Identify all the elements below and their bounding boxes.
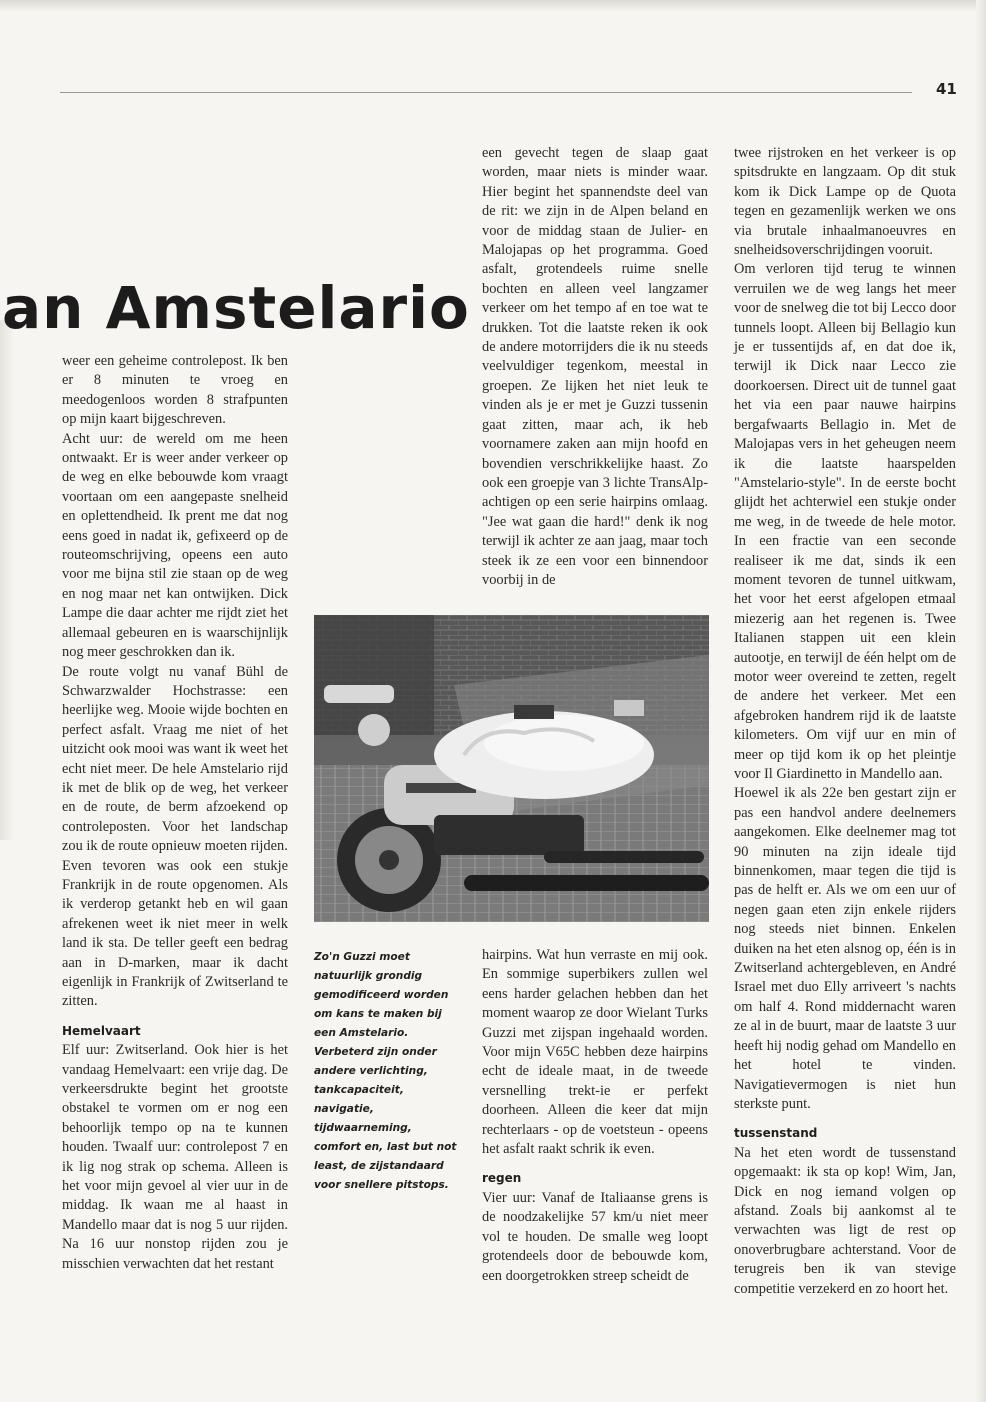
motorcycle-photo xyxy=(314,615,709,922)
col1-paragraph-2: Acht uur: de wereld om me heen ontwaakt. Er is weer ander verkeer op de weg en elke bebouwde kom vraagt voortaan om een aangepaste snelheid en oplettendheid. Ik prent me dat nog eens goed in nadat ik, gefixeerd op de routeomschrijving, opeens een auto voor me bijna stil zie staan op de weg en nog maar net kan ontwijken. Dick Lampe die daar achter me rijdt ziet het allemaal gebeuren en is waarschijnlijk nog meer geschrokken dan ik. xyxy=(62,430,288,661)
section-heading-hemelvaart: Hemelvaart xyxy=(62,1023,141,1038)
col4-paragraph-3: Hoewel ik als 22e ben gestart zijn er pas een handvol andere deelnemers aangekomen. Elke deelnemer mag tot 90 minuten na zijn ideale tijd binnenkomen, maar tegen die tijd is pas de helft er. Als we om een uur of negen gaan eten zijn enkele rijders nog steeds niet binnen. Enkelen duiken na het eten alsnog op, één is in Zwitserland achtergebleven, en André Israel met duo Elly arriveert 's nachts om half 4. Rond middernacht waren ze al in de buurt, maar de laatste 3 uur heeft hij nodig gehad om Mandello en het hotel te vinden. Navigatievermogen is niet hun sterkste punt. xyxy=(734,785,956,1112)
header-rule xyxy=(60,92,912,93)
col4-paragraph-2: Om verloren tijd terug te winnen verruilen we de weg langs het meer voor de snelweg die tot bij Lecco door tunnels loopt. Alleen bij Bellagio kun je er tussentijds af, en dat doe ik, terwijl ik Dick naar Lecco zie doorkoersen. Direct uit de tunnel gaat het via een paar nauwe hairpins bergafwaarts Bellagio in. Met de Malojapas vers in het geheugen neem ik die laatste haarspelden "Amstelario-style". In de eerste bocht glijdt het achterwiel een stukje onder me weg, in de tweede de hele motor. In een fractie van een seconde realiseer ik me dat, sinds ik een moment tevoren de tunnel uitkwam, het voor het eerst afgelopen etmaal miezerig aan het regenen is. Twee Italianen stappen uit een klein autootje, en terwijl de één helpt om de motor weer overeind te zetten, regelt de andere het verkeer. Met een afgebroken handrem rijd ik de laatste kilometers. Om vijf uur en min of meer op tijd kom ik op het pleintje voor Il Giardinetto in Mandello aan. xyxy=(734,261,956,782)
motorcycle-photo-drawing xyxy=(314,615,709,922)
section-gap xyxy=(62,1012,288,1022)
col3-paragraph-bottom-2: Vier uur: Vanaf de Italiaanse grens is de noodzakelijke 57 km/u niet meer vol te houden. De smalle weg loopt grotendeels door de bebouwde kom, een doorgetrokken streep scheidt de xyxy=(482,1189,708,1284)
section-gap xyxy=(482,1159,708,1169)
column-3-bottom xyxy=(482,946,708,1286)
col1-paragraph-5: Elf uur: Zwitserland. Ook hier is het vandaag Hemelvaart: een vrije dag. De verkeersdrukte begint het grootste obstakel te vormen om er nog een behoorlijk tempo op na te kunnen houden. Twaalf uur: controlepost 7 en ik lig nog strak op schema. Alleen is het voor mijn gevoel al vier uur in de middag. Ik waan me al haast in Mandello maar dat is nog 5 uur rijden. Na 16 uur nonstop rijden zou je misschien verwachten dat het restant xyxy=(62,1042,288,1272)
col1-paragraph-1: weer een geheime controlepost. Ik ben er 8 minuten te vroeg en meedogenloos worden 8 strafpunten op mijn kaart bijgeschreven. xyxy=(62,353,288,428)
column-3-top xyxy=(482,144,708,590)
column-1 xyxy=(62,352,288,1274)
col3-paragraph-bottom: hairpins. Wat hun verraste en mij ook. En sommige superbikers zullen wel eens harder gelachen hebben dan het moment waarop ze door Wielant Turks Guzzi met zijspan ingehaald worden. Voor mijn V65C hebben deze hairpins echt de ideale maat, in de tweede versnelling trekt-ie er perfekt doorheen. Alleen die keer dat mijn rechterlaars - op de voetsteun - opeens het asfalt raakt schrik ik even. xyxy=(482,947,708,1158)
col3-paragraph-top: een gevecht tegen de slaap gaat worden, maar niets is minder waar. Hier begint het spannendste deel van de rit: we zijn in de Alpen beland en voor de middag staan de Julier- en Malojapas op het programma. Goed asfalt, grotendeels ruime snelle bochten en alleen veel langzamer verkeer om het tempo af en toe wat te drukken. Tot die laatste reken ik ook de andere motorrijders die ik nu steeds veelvuldiger tegenkom, meestal in groepen. Ze lijken het niet leuk te vinden als je er met je Guzzi tussenin gaat zitten, maar ach, ik heb voornamere zaken aan mijn hoofd en bovendien verschrikkelijke haast. Zo ook een groepje van 3 lichte TransAlp-achtigen op een serie hairpins omlaag. "Jee wat gaan die hard!" denk ik nog terwijl ik achter ze aan jaag, maar toch steek ik ze een voor een binnendoor voorbij in de xyxy=(482,145,708,588)
section-heading-tussenstand: tussenstand xyxy=(734,1126,818,1141)
col1-paragraph-4: Even tevoren was ook een stukje Frankrijk in de route opgenomen. Als ik verderop getankt heb en wil gaan afrekenen weet ik niet meer in welk land ik sta. De teller geeft een bedrag aan in D-marken, maar ik dacht eigenlijk in Frankrijk of Zwitserland te zitten. xyxy=(62,857,288,1010)
section-gap xyxy=(734,1114,956,1124)
section-heading-regen: regen xyxy=(482,1171,522,1186)
page-number: 41 xyxy=(936,80,957,98)
scan-edge-left xyxy=(0,320,14,840)
scan-edge-top xyxy=(0,0,986,12)
col1-paragraph-3: De route volgt nu vanaf Bühl de Schwarzwalder Hochstrasse: een heerlijke weg. Mooie wijde bochten en perfect asfalt. Vraag me niet of het uitzicht ook mooi was want ik weet het echt niet meer. De hele Amstelario rijd ik met de blik op de weg, het verkeer en de route, de berm afzoekend op controleposten. Voor het landschap zou ik de route opnieuw moeten rijden. xyxy=(62,663,288,855)
column-4 xyxy=(734,144,956,1299)
scan-edge-right xyxy=(976,0,986,1402)
col4-paragraph-1: twee rijstroken en het verkeer is op spitsdrukte en langzaam. Op dit stuk kom ik Dick Lampe op de Quota tegen en gezamenlijk werken we ons via brutale inhaalmanoeuvres en snelheidsoverschrijdingen vooruit. xyxy=(734,145,956,259)
article-headline: an Amstelario xyxy=(2,273,470,342)
photo-caption: Zo'n Guzzi moet natuurlijk grondig gemodificeerd worden om kans te maken bij een Amstelario. Verbeterd zijn onder andere verlichting, tankcapaciteit, navigatie, tijdwaarneming, comfort en, last but not least, de zijstandaard voor snellere pitstops. xyxy=(314,951,457,1191)
col4-paragraph-4: Na het eten wordt de tussenstand opgemaakt: ik sta op kop! Wim, Jan, Dick en nog iemand volgen op afstand. Zoals bij aankomst al te verwachten was ligt de rest op onoverbrugbare achterstand. Voor de terugreis ben ik van stevige competitie verzekerd en zo hoort het. xyxy=(734,1144,956,1297)
